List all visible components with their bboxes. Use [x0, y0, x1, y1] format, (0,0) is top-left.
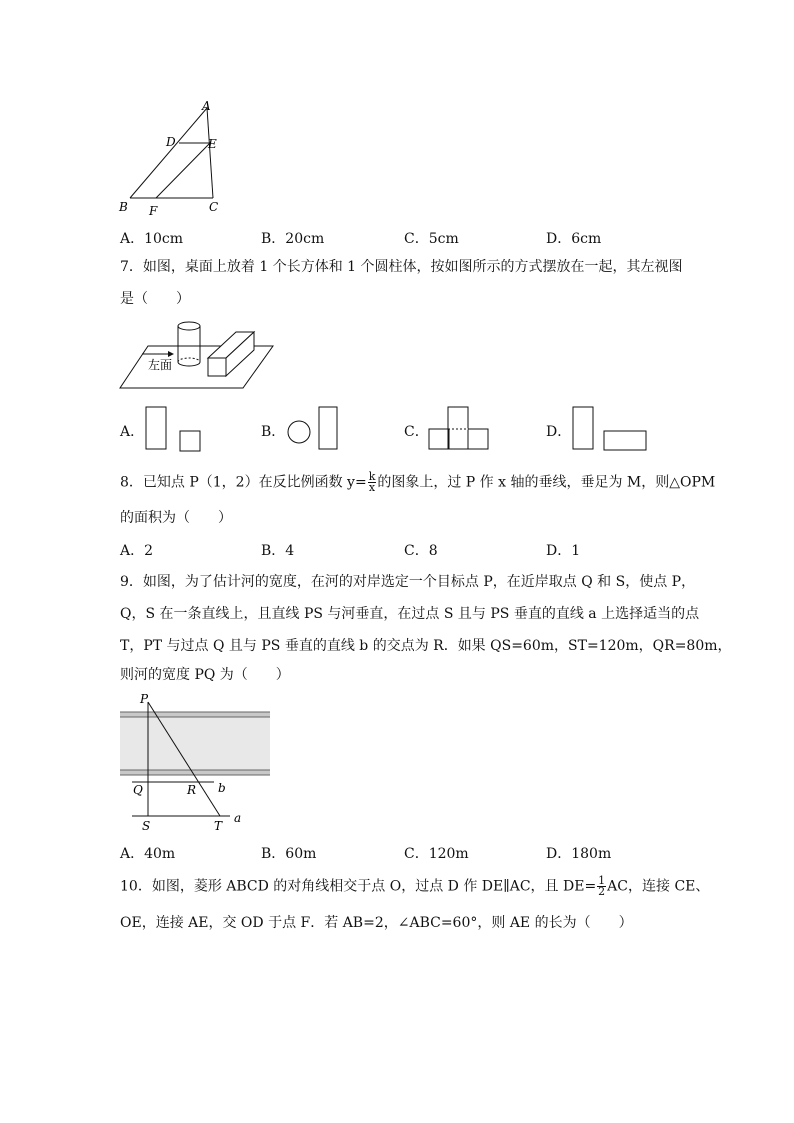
label-q: Q: [133, 783, 143, 797]
fraction-denominator: 2: [598, 885, 606, 898]
q9-option-c[interactable]: C．120m: [404, 846, 469, 862]
option-b-view-figure: [283, 403, 345, 455]
label-a-line: a: [234, 811, 242, 825]
label-t: T: [214, 819, 223, 833]
option-d-view-figure: [569, 403, 679, 455]
fraction-one-half: [597, 876, 606, 897]
q8-text-pre: 8．已知点 P（1，2）在反比例函数 y=: [120, 474, 367, 491]
option-a-view-figure: [142, 403, 204, 455]
fraction-numerator: 1: [598, 874, 606, 887]
river-figure: [118, 690, 274, 836]
option-c-view-figure: [426, 403, 490, 455]
q8-text-line1: [120, 472, 715, 493]
left-side-label: 左面: [148, 358, 173, 372]
q9-text-line1: 9．如图，为了估计河的宽度，在河的对岸选定一个目标点 P，在近岸取点 Q 和 S，使点 P，: [120, 574, 696, 590]
q6-option-d[interactable]: D．6cm: [546, 231, 602, 247]
q8-text-line2: 的面积为（ ）: [120, 510, 232, 526]
q7-option-a[interactable]: A．: [120, 424, 145, 440]
q7-option-d[interactable]: D．: [546, 424, 572, 440]
label-s: S: [142, 819, 151, 833]
q8-option-c[interactable]: C．8: [404, 543, 438, 559]
q9-text-line4: 则河的宽度 PQ 为（ ）: [120, 667, 290, 683]
label-r: R: [187, 783, 197, 797]
label-c: C: [209, 200, 219, 214]
label-p: P: [140, 692, 149, 706]
fraction-denominator: x: [368, 481, 376, 494]
q7-option-b[interactable]: B．: [261, 424, 286, 440]
q9-text-line2: Q，S 在一条直线上，且直线 PS 与河垂直，在过点 S 且与 PS 垂直的直线 a 上选择适当的点: [120, 606, 700, 622]
label-e: E: [208, 137, 217, 151]
q9-option-b[interactable]: B．60m: [261, 846, 317, 862]
q6-option-b[interactable]: B．20cm: [261, 231, 325, 247]
q7-text-line2: 是（ ）: [120, 291, 190, 307]
triangle-figure: [116, 98, 226, 220]
q7-text-line1: 7．如图，桌面上放着 1 个长方体和 1 个圆柱体，按如图所示的方式摆放在一起，其左视图: [120, 259, 683, 275]
q8-option-b[interactable]: B．4: [261, 543, 295, 559]
fraction-numerator: k: [368, 470, 376, 483]
q10-text-line1: [120, 876, 709, 897]
q9-option-d[interactable]: D．180m: [546, 846, 612, 862]
tabletop-figure: [118, 318, 276, 394]
q9-text-line3: T，PT 与过点 Q 且与 PS 垂直的直线 b 的交点为 R．如果 QS=60m，ST=120m，QR=80m，: [120, 638, 732, 654]
q10-text-post: AC，连接 CE、: [607, 878, 710, 895]
label-f: F: [149, 204, 158, 218]
fraction-k-over-x: [368, 472, 377, 493]
q10-text-line2: OE，连接 AE，交 OD 于点 F．若 AB=2，∠ABC=60°，则 AE 的长为（ ）: [120, 915, 633, 931]
label-d: D: [166, 135, 176, 149]
q6-option-c[interactable]: C．5cm: [404, 231, 459, 247]
q9-option-a[interactable]: A．40m: [120, 846, 176, 862]
label-a: A: [202, 99, 211, 113]
q8-option-a[interactable]: A．2: [120, 543, 154, 559]
label-b: B: [119, 200, 128, 214]
q10-text-pre: 10．如图，菱形 ABCD 的对角线相交于点 O，过点 D 作 DE∥AC，且 DE=: [120, 878, 597, 895]
q6-option-a[interactable]: A．10cm: [120, 231, 184, 247]
q7-option-c[interactable]: C．: [404, 424, 429, 440]
label-b-line: b: [218, 781, 226, 795]
q8-text-post: 的图象上，过 P 作 x 轴的垂线，垂足为 M，则△OPM: [377, 474, 716, 491]
q8-option-d[interactable]: D．1: [546, 543, 581, 559]
